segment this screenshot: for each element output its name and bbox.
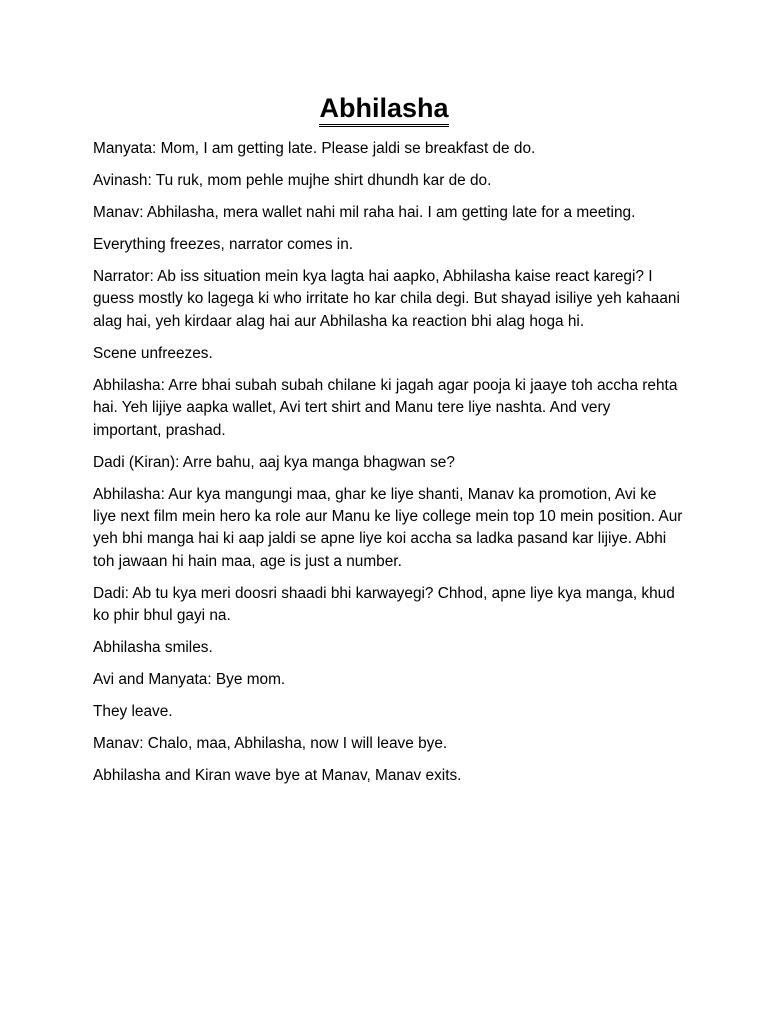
paragraph: Narrator: Ab iss situation mein kya lagta hai aapko, Abhilasha kaise react karegi? I guess mostly ko lagega ki who irritate ho kar chila degi. But shayad isiliye yeh kahaani alag hai, yeh kirdaar alag hai aur Abhilasha ka reaction bhi alag hoga hi.	[93, 268, 680, 330]
document-title-container	[0, 92, 768, 124]
paragraph: Scene unfreezes.	[93, 344, 213, 362]
document-title: Abhilasha	[319, 93, 448, 127]
paragraph: Dadi (Kiran): Arre bahu, aaj kya manga bhagwan se?	[93, 453, 455, 471]
paragraph: Avi and Manyata: Bye mom.	[93, 671, 286, 689]
paragraph: Manav: Chalo, maa, Abhilasha, now I will leave bye.	[93, 735, 448, 753]
document-body	[93, 138, 683, 797]
paragraph: Manyata: Mom, I am getting late. Please jaldi se breakfast de do.	[93, 140, 536, 157]
paragraph: Dadi: Ab tu kya meri doosri shaadi bhi karwayegi? Chhod, apne liye kya manga, khud ko phir bhul gayi na.	[93, 584, 675, 625]
paragraph: Everything freezes, narrator comes in.	[93, 236, 354, 253]
paragraph: Avinash: Tu ruk, mom pehle mujhe shirt dhundh kar de do.	[93, 172, 492, 189]
paragraph: Abhilasha smiles.	[93, 639, 213, 657]
paragraph: Abhilasha: Aur kya mangungi maa, ghar ke liye shanti, Manav ka promotion, Avi ke liye next film mein hero ka role aur Manu ke liye college mein top 10 mein position. Aur yeh bhi manga hai ki aap jaldi se apne liye koi accha sa ladka pasand kar lijiye. Abhi toh jawaan hi hain maa, age is just a number.	[93, 485, 683, 570]
paragraph: They leave.	[93, 703, 173, 721]
paragraph: Manav: Abhilasha, mera wallet nahi mil raha hai. I am getting late for a meeting.	[93, 204, 636, 221]
paragraph: Abhilasha and Kiran wave bye at Manav, Manav exits.	[93, 767, 462, 785]
paragraph: Abhilasha: Arre bhai subah subah chilane ki jagah agar pooja ki jaaye toh accha rehta hai. Yeh lijiye aapka wallet, Avi tert shirt and Manu tere liye nashta. And very important, prashad.	[93, 376, 678, 439]
